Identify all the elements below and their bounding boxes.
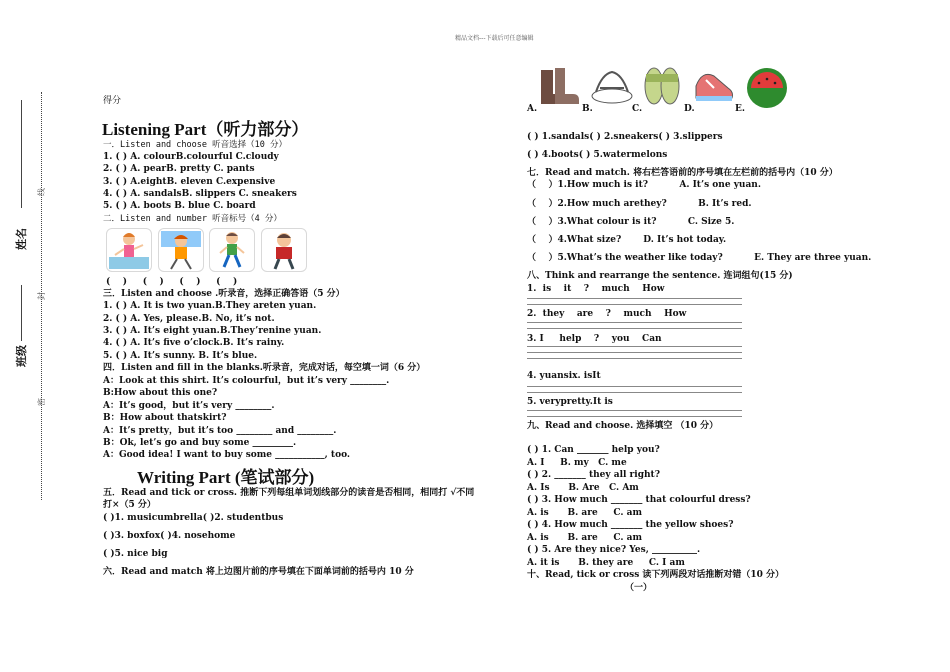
watermelon-picture — [743, 66, 791, 114]
section-8-item: 5. verypretty.It is — [527, 397, 613, 407]
section-7-item: （ ）4.What size? D. It’s hot today. — [527, 235, 727, 245]
section-8-item: 3. I help ? you Can — [527, 334, 662, 344]
section-1-item: 4. ( ) A. sandalsB. slippers C. sneakers — [103, 189, 297, 199]
writing-part-title: Writing Part (笔试部分) — [137, 468, 315, 487]
child-picture — [158, 228, 204, 272]
class-label: 班级 — [15, 345, 28, 367]
boy-picture — [209, 228, 255, 272]
name-label: 姓名 — [15, 228, 28, 250]
girl-picture — [106, 228, 152, 272]
section-7-item: （ ）3.What colour is it? C. Size 5. — [527, 217, 735, 227]
section-9-line: ( ) 1. Can _______ help you? — [527, 445, 660, 455]
section-7-title: 七．Read and match. 将右栏答语前的序号填在左栏前的括号内（10 分） — [527, 168, 838, 178]
section-4-line: B:How about this one? — [103, 388, 218, 398]
section-1-item: 5. ( ) A. boots B. blue C. board — [103, 201, 256, 211]
section-8-item: 4. yuansix. isIt — [527, 371, 601, 381]
answer-line — [527, 410, 742, 411]
answer-line — [527, 304, 742, 305]
section-4-line: B：Ok, let’s go and buy some _________. — [103, 438, 297, 448]
answer-line — [527, 322, 742, 323]
picture-letter-a: A. — [527, 104, 538, 114]
section-2-title: 二．Listen and number 听音标号（4 分） — [103, 214, 282, 224]
match-row: ( ) 1.sandals( ) 2.sneakers( ) 3.slippers — [527, 132, 723, 142]
answer-line — [527, 352, 742, 353]
section-9-line: ( ) 2. _______ they all right? — [527, 470, 660, 480]
section-10-subtitle: （一） — [625, 583, 653, 593]
line-mark: 线 — [37, 188, 46, 196]
section-9-title: 九、Read and choose. 选择填空 （10 分） — [527, 421, 719, 431]
answer-line — [527, 298, 742, 299]
section-7-item: （ ）2.How much arethey? B. It’s red. — [527, 199, 752, 209]
answer-line — [527, 416, 742, 417]
picture-letter-e: E. — [735, 104, 745, 114]
listening-part-title: Listening Part（听力部分） — [102, 120, 309, 139]
section-9-line: ( ) 5. Are they nice? Yes, __________. — [527, 545, 701, 555]
score-label: 得分 — [103, 96, 122, 106]
section-8-title: 八、Think and rearrange the sentence. 连词组句(15 分) — [527, 271, 793, 281]
section-6-title: 六．Read and match 将上边图片前的序号填在下面单词前的括号内 10 分 — [103, 567, 414, 577]
section-5-title: 五．Read and tick or cross. 推断下列每组单词划线部分的读音是否相同，相同打 √不同 — [103, 488, 475, 498]
section-4-line: B：How about thatskirt? — [103, 413, 227, 423]
sneakers-picture — [692, 64, 736, 112]
section-9-line: A. is B. are C. am — [527, 533, 643, 543]
section-8-item: 1. is it ? much How — [527, 284, 665, 294]
answer-line — [527, 386, 742, 387]
section-9-line: A. is B. are C. am — [527, 508, 643, 518]
section-3-title: 三．Listen and choose .听录音，选择正确答语（5 分） — [103, 289, 345, 299]
picture-letter-c: C. — [632, 104, 643, 114]
section-5-title-2: 打×（5 分） — [103, 500, 156, 510]
section-1-item: 3. ( ) A.eightB. eleven C.expensive — [103, 177, 276, 187]
section-3-item: 3. ( ) A. It’s eight yuan.B.They’renine yuan. — [103, 326, 322, 336]
section-9-line: ( ) 3. How much _______ that colourful dress? — [527, 495, 751, 505]
section-4-title: 四．Listen and fill in the blanks.听录音，完成对话，每空填一词（6 分） — [103, 363, 426, 373]
section-9-line: A. Is B. Are C. Am — [527, 483, 639, 493]
section-3-item: 1. ( ) A. It is two yuan.B.They areten yuan. — [103, 301, 317, 311]
answer-line — [527, 392, 742, 393]
section-3-item: 2. ( ) A. Yes, please.B. No, it’s not. — [103, 314, 275, 324]
man-picture — [261, 228, 307, 272]
section-1-item: 1. ( ) A. colourB.colourful C.cloudy — [103, 152, 279, 162]
picture-letter-d: D. — [684, 104, 695, 114]
section-7-item: （ ）5.What’s the weather like today? E. They are three yuan. — [527, 253, 872, 263]
slippers-picture — [641, 64, 683, 112]
name-underline — [21, 100, 22, 208]
section-9-line: ( ) 4. How much _______ the yellow shoes? — [527, 520, 734, 530]
section-8-item: 2. they are ? much How — [527, 309, 687, 319]
section-3-item: 4. ( ) A. It’s five o’clock.B. It’s rainy. — [103, 338, 285, 348]
answer-line — [527, 346, 742, 347]
sandals-picture — [588, 64, 636, 110]
class-underline — [21, 285, 22, 341]
answer-line — [527, 358, 742, 359]
section-9-line: A. it is B. they are C. I am — [527, 558, 685, 568]
section-5-item: ( )5. nice big — [103, 549, 168, 559]
section-5-item: ( )3. boxfox( )4. nosehome — [103, 531, 236, 541]
section-1-title: 一．Listen and choose 听音选择（10 分） — [103, 140, 287, 150]
section-4-line: A：It’s pretty，but it’s too ________ and ________. — [103, 426, 337, 436]
section-3-item: 5. ( ) A. It’s sunny. B. It’s blue. — [103, 351, 258, 361]
section-1-item: 2. ( ) A. pearB. pretty C. pants — [103, 164, 255, 174]
boots-picture — [537, 64, 581, 112]
section-10-title: 十、Read, tick or cross 读下列两段对话推断对错（10 分） — [527, 570, 785, 580]
section-2-brackets: ( ) ( ) ( ) ( ) — [106, 277, 238, 287]
section-9-line: A. I B. my C. me — [527, 458, 627, 468]
section-4-line: A：Look at this shirt. It’s colourful，but it’s very ________. — [103, 376, 390, 386]
answer-line — [527, 328, 742, 329]
section-7-item: （ ）1.How much is it? A. It’s one yuan. — [527, 180, 761, 190]
seal-mark: 封 — [37, 292, 46, 300]
section-5-item: ( )1. musicumbrella( )2. studentbus — [103, 513, 284, 523]
secret-mark: 密 — [37, 398, 46, 406]
section-4-line: A：Good idea! I want to buy some ___________, too. — [103, 450, 351, 460]
match-row: ( ) 4.boots( ) 5.watermelons — [527, 150, 668, 160]
section-4-line: A：It’s good，but it’s very ________. — [103, 401, 275, 411]
picture-letter-b: B. — [582, 104, 593, 114]
page-header: 精品文档---下载后可任意编辑 — [455, 35, 534, 42]
